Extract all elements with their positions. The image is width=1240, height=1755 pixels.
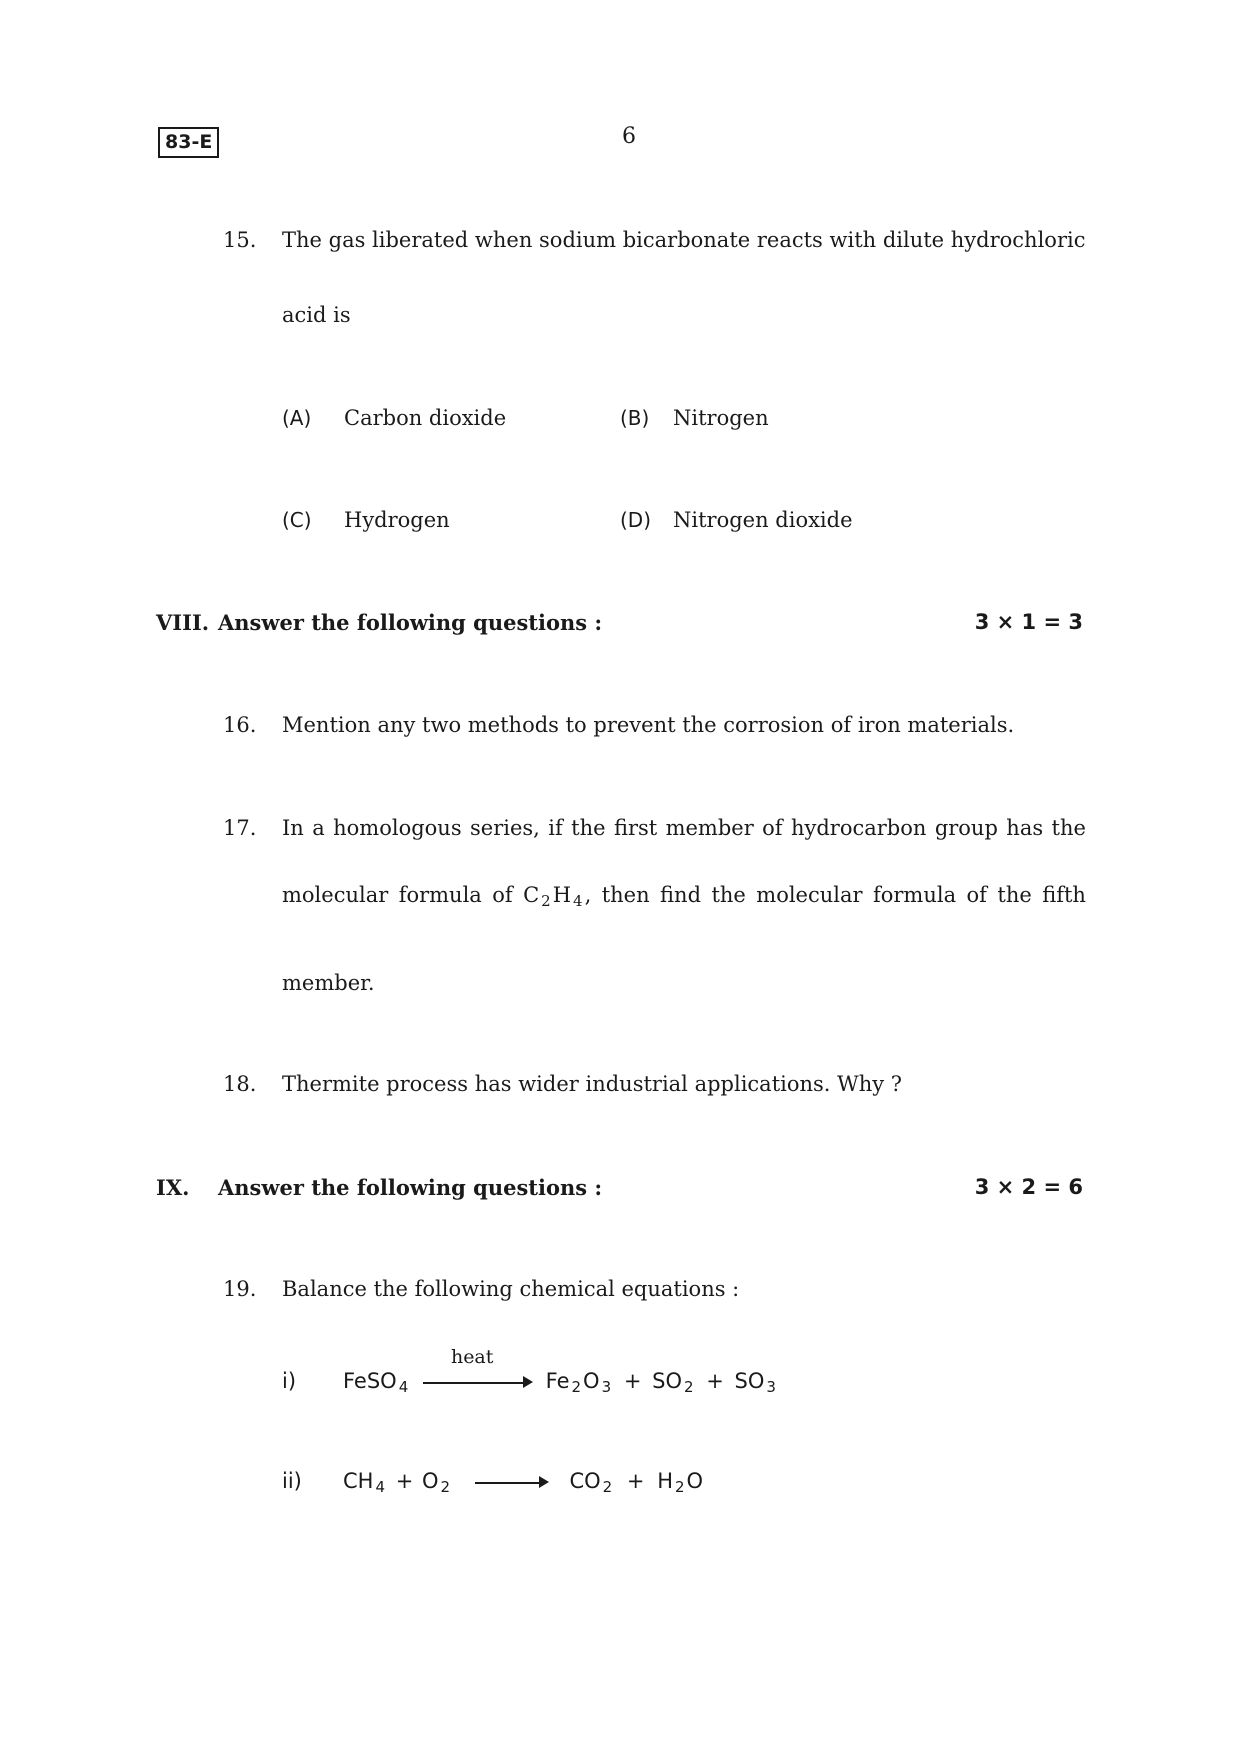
page-number: 6 (622, 124, 636, 149)
q17-word: a (312, 816, 325, 840)
eq1-product1: Fe (545, 1369, 570, 1393)
eq2-product1-subscript: 2 (602, 1478, 613, 1496)
plus-sign: + (626, 1469, 645, 1493)
arrow-shaft (475, 1482, 541, 1484)
q17-formula (523, 883, 592, 910)
q17-word: first (613, 816, 658, 840)
eq1-product1-subscript2: 3 (601, 1378, 612, 1396)
q15-option-d-letter: (D) (620, 508, 652, 532)
eq1-condition: heat (450, 1346, 494, 1368)
q17-word: formula (872, 883, 957, 907)
section-9-title: Answer the following questions : (218, 1175, 603, 1200)
eq1-reactant: FeSO (343, 1369, 397, 1393)
reaction-arrow (475, 1470, 549, 1494)
eq2-reactant1-subscript: 4 (375, 1478, 386, 1496)
q17-line2 (282, 883, 1086, 910)
q17-word: hydrocarbon (790, 816, 927, 840)
q17-line1 (282, 816, 1086, 840)
section-9-marks: 3 × 2 = 6 (974, 1175, 1083, 1199)
q15-option-b-text: Nitrogen (673, 406, 769, 430)
paper-code-box: 83-E (158, 127, 219, 158)
eq2-reactant2: O (422, 1469, 439, 1493)
arrow-head-icon (539, 1476, 549, 1488)
eq2-product2: H (657, 1469, 673, 1493)
formula-comma: , (584, 883, 592, 907)
q17-word: the (997, 883, 1032, 907)
q18-number: 18. (223, 1072, 257, 1096)
q17-word: group (934, 816, 998, 840)
reaction-arrow (423, 1346, 533, 1394)
eq1-product2: SO (652, 1369, 682, 1393)
q17-word: molecular (282, 883, 389, 907)
q17-word: the (1051, 816, 1086, 840)
q15-line2: acid is (282, 303, 351, 327)
q15-option-a-text: Carbon dioxide (344, 406, 507, 430)
q15-line1: The gas liberated when sodium bicarbonate reacts with dilute hydrochloric (282, 228, 1086, 252)
equation-1 (343, 1346, 778, 1396)
section-8-numeral: VIII. (156, 610, 210, 635)
eq2-product2-o: O (686, 1469, 704, 1493)
q15-option-b-letter: (B) (620, 406, 650, 430)
q17-word: has (1006, 816, 1044, 840)
q17-number: 17. (223, 816, 257, 840)
q17-line3: member. (282, 971, 375, 995)
eq1-product3-subscript: 3 (766, 1378, 776, 1396)
eq2-reactant1: CH (343, 1469, 374, 1493)
q17-word: if (548, 816, 563, 840)
q16-number: 16. (223, 713, 257, 737)
q15-option-d-text: Nitrogen dioxide (673, 508, 853, 532)
q17-word: of (762, 816, 783, 840)
q17-word: formula (398, 883, 482, 907)
formula-element: C (523, 883, 540, 907)
q17-word: molecular (756, 883, 863, 907)
q18-text: Thermite process has wider industrial applications. Why ? (282, 1072, 903, 1096)
q15-number: 15. (223, 228, 257, 252)
section-8-marks: 3 × 1 = 3 (974, 610, 1083, 634)
section-9-numeral: IX. (156, 1175, 190, 1200)
q17-word: In (282, 816, 304, 840)
eq1-label: i) (282, 1369, 297, 1393)
eq2-product1: CO (569, 1469, 601, 1493)
q15-option-c-text: Hydrogen (344, 508, 450, 532)
q19-number: 19. (223, 1277, 257, 1301)
eq1-product1-subscript: 2 (571, 1378, 582, 1396)
q17-word: fifth (1042, 883, 1086, 907)
arrow-head-icon (523, 1376, 533, 1388)
plus-sign: + (706, 1369, 724, 1393)
q15-option-a-letter: (A) (282, 406, 312, 430)
q17-word: the (711, 883, 746, 907)
eq2-reactant2-subscript: 2 (440, 1478, 451, 1496)
section-8-title: Answer the following questions : (218, 610, 603, 635)
plus-sign: + (395, 1469, 414, 1493)
q19-text: Balance the following chemical equations : (282, 1277, 740, 1301)
eq2-product2-subscript: 2 (674, 1478, 685, 1496)
formula-subscript: 4 (573, 892, 583, 910)
eq1-product3: SO (734, 1369, 765, 1393)
q17-word: then (601, 883, 650, 907)
q17-word: of (966, 883, 987, 907)
q17-word: find (660, 883, 702, 907)
q15-option-c-letter: (C) (282, 508, 312, 532)
eq2-label: ii) (282, 1469, 302, 1493)
q16-text: Mention any two methods to prevent the corrosion of iron materials. (282, 713, 1015, 737)
plus-sign: + (623, 1369, 642, 1393)
formula-element: H (552, 883, 572, 907)
q17-word: the (571, 816, 606, 840)
equation-2 (343, 1469, 703, 1494)
eq1-product2-subscript: 2 (683, 1378, 694, 1396)
formula-subscript: 2 (541, 892, 551, 910)
arrow-shaft (423, 1382, 525, 1384)
q17-word: series, (470, 816, 540, 840)
eq1-product1-o: O (583, 1369, 600, 1393)
eq1-reactant-subscript: 4 (398, 1378, 409, 1396)
q17-word: member (665, 816, 754, 840)
q17-word: homologous (333, 816, 462, 840)
q17-word: of (492, 883, 513, 907)
